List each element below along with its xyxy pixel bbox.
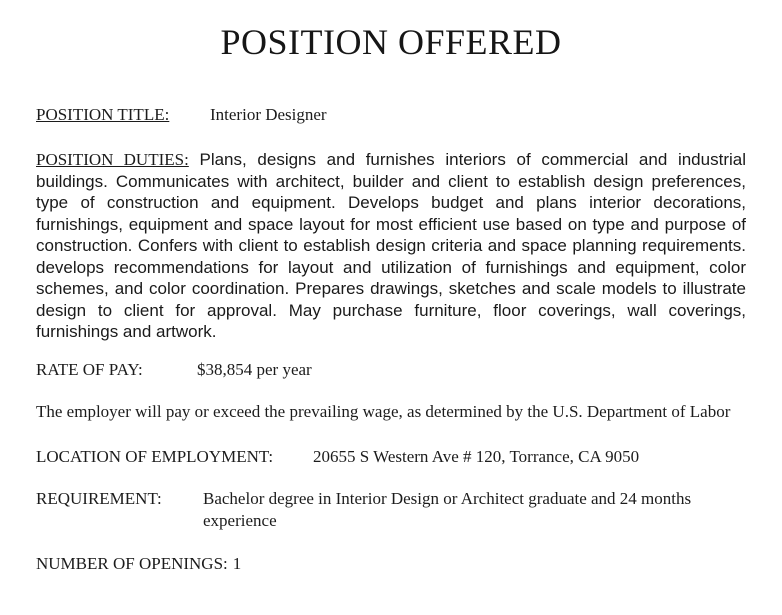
position-duties-label: POSITION DUTIES: <box>36 150 189 170</box>
position-duties-paragraph <box>36 149 746 343</box>
location-of-employment-row <box>36 446 746 468</box>
number-of-openings-label: NUMBER OF OPENINGS: <box>36 553 228 573</box>
number-of-openings-value: 1 <box>232 553 242 573</box>
position-duties-text: Plans, designs and furnishes interiors of commercial and industrial buildings. Communicates with architect, builder and client to establish design preferences, type of construction and equipment. Develops budget and plans interior decorations, furnishings, equipment and space layout for most efficient use based on type and purpose of construction. Confers with client to establish design criteria and space planning requirements. develops recommendations for layout and utilization of furnishings and equipment, color schemes, and color coordination. Prepares drawings, sketches and scale models to illustrate design to client for approval. May purchase furniture, floor coverings, wall coverings, furnishings and artwork. <box>36 150 746 342</box>
prevailing-wage-statement: The employer will pay or exceed the prevailing wage, as determined by the U.S. Department of Labor <box>36 401 731 421</box>
requirement-label: REQUIREMENT: <box>36 488 162 508</box>
document-title: POSITION OFFERED <box>220 22 562 62</box>
rate-of-pay-value: $38,854 per year <box>197 359 312 379</box>
position-title-label: POSITION TITLE: <box>36 105 170 125</box>
position-title-value: Interior Designer <box>210 105 327 125</box>
requirement-value: Bachelor degree in Interior Design or Architect graduate and 24 months experience <box>203 488 692 530</box>
document-content <box>0 22 782 575</box>
rate-of-pay-row <box>36 359 746 381</box>
location-of-employment-label: LOCATION OF EMPLOYMENT: <box>36 446 274 466</box>
position-title-row <box>36 104 746 126</box>
location-of-employment-value: 20655 S Western Ave # 120, Torrance, CA 9050 <box>313 446 640 466</box>
requirement-row <box>36 488 746 532</box>
rate-of-pay-label: RATE OF PAY: <box>36 359 143 379</box>
number-of-openings-row <box>36 553 746 575</box>
